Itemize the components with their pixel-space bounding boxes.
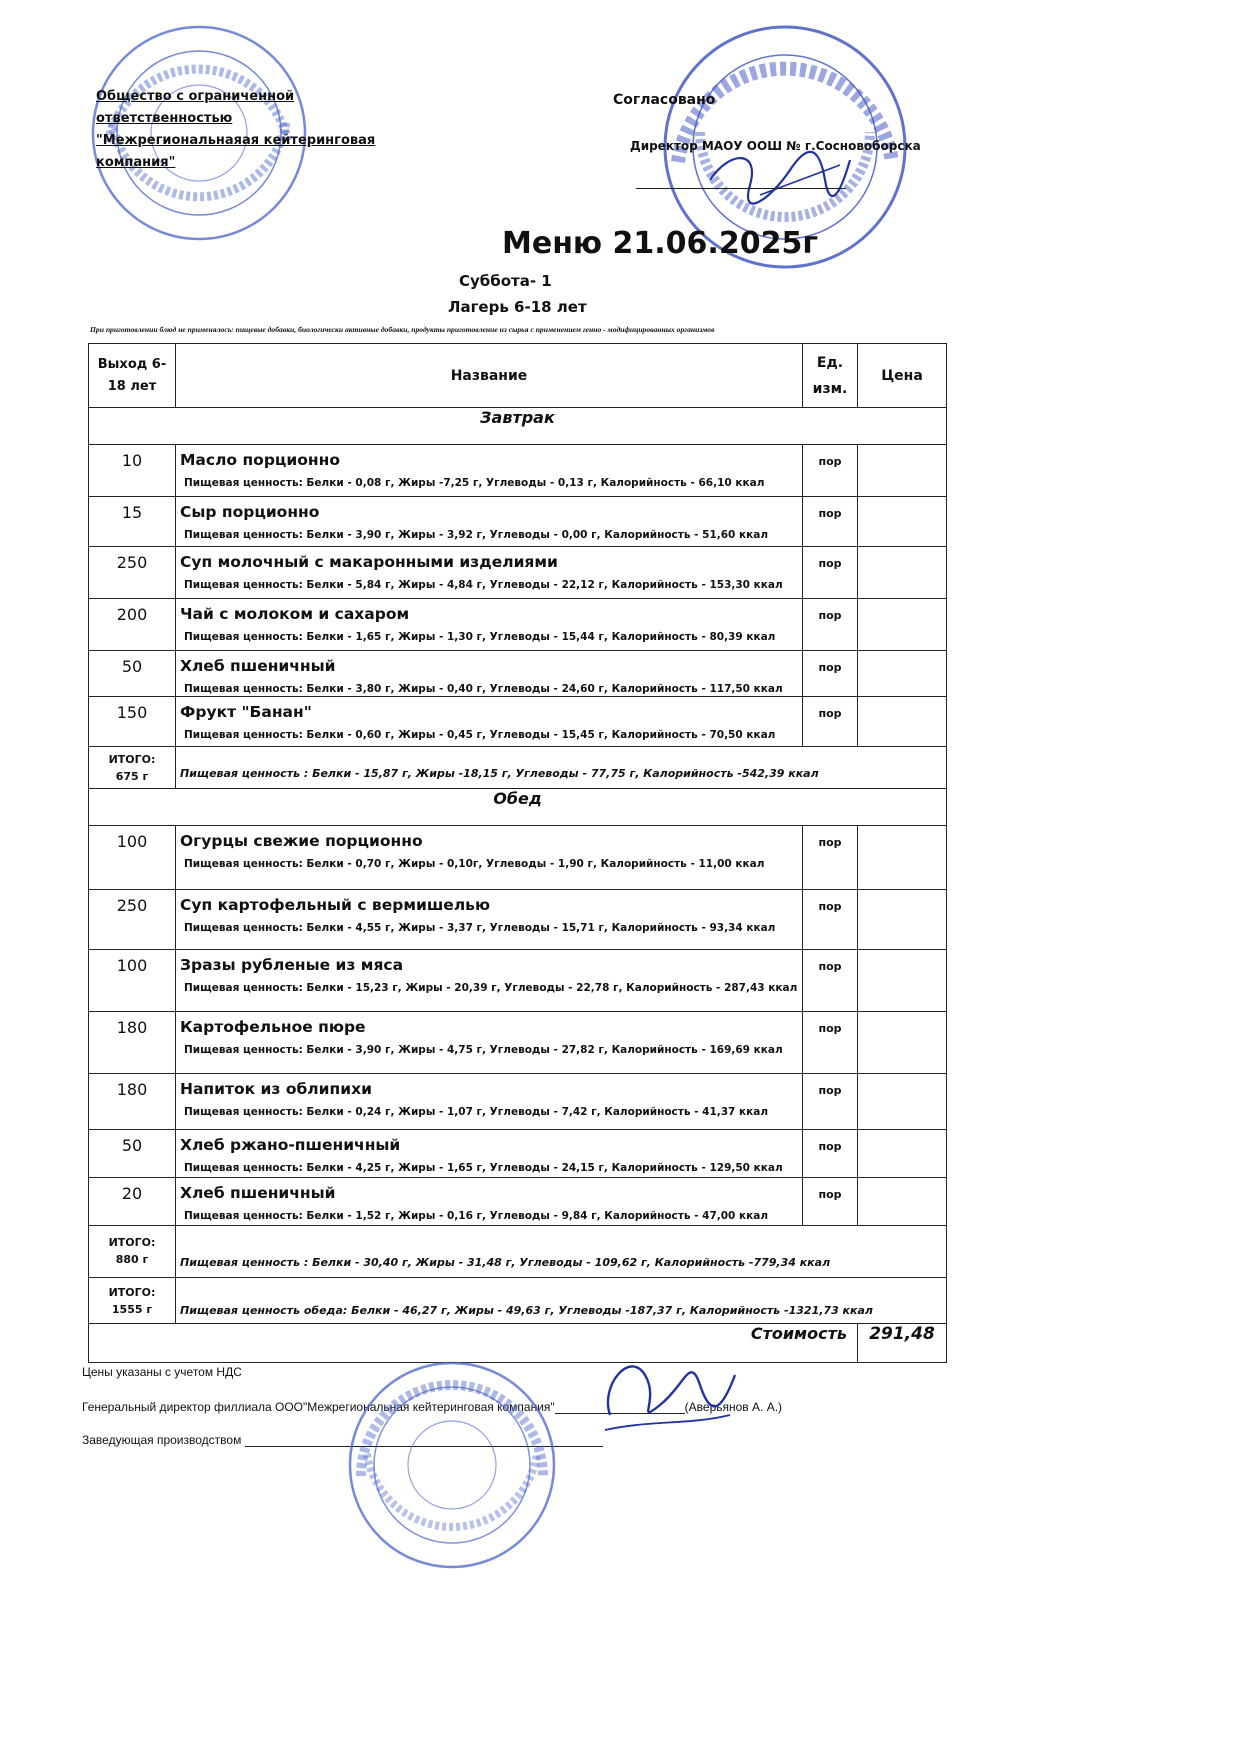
day-total-label — [89, 1278, 176, 1324]
camp-label: Лагерь 6-18 лет — [448, 298, 587, 316]
total-weight: 1555 г — [111, 1303, 153, 1316]
dish-nutrition: Пищевая ценность: Белки - 4,25 г, Жиры - 1,65 г, Углеводы - 24,15 г, Калорийность - 129,50 ккал — [184, 1162, 783, 1174]
cost-value: 291,48 — [858, 1324, 947, 1363]
dish-unit: пор — [803, 950, 858, 1012]
company-name: Общество с ограниченной ответственностью "Межрегиональнаяая кейтеринговая компания" — [96, 89, 376, 170]
dish-price — [858, 445, 947, 497]
dish-unit: пор — [803, 547, 858, 599]
column-name: Название — [176, 344, 803, 408]
column-output: Выход 6-18 лет — [89, 344, 176, 408]
total-label: ИТОГО: — [108, 1236, 156, 1249]
table-row — [89, 1012, 947, 1074]
dish-name: Масло порционно — [180, 451, 340, 469]
dish-name: Хлеб пшеничный — [180, 1184, 336, 1202]
dish-output: 180 — [89, 1074, 176, 1130]
dish-nutrition: Пищевая ценность: Белки - 1,65 г, Жиры - 1,30 г, Углеводы - 15,44 г, Калорийность - 80,39 ккал — [184, 631, 776, 643]
total-label: ИТОГО: — [108, 753, 156, 766]
dish-unit: пор — [803, 1074, 858, 1130]
dish-cell — [176, 1178, 803, 1226]
dish-name: Хлеб ржано-пшеничный — [180, 1136, 401, 1154]
total-weight: 880 г — [115, 1253, 149, 1266]
section-title: Обед — [89, 789, 947, 826]
dish-nutrition: Пищевая ценность: Белки - 3,90 г, Жиры - 3,92 г, Углеводы - 0,00 г, Калорийность - 51,60 ккал — [184, 529, 769, 541]
dish-cell — [176, 1130, 803, 1178]
dish-cell — [176, 1074, 803, 1130]
dish-output: 10 — [89, 445, 176, 497]
cost-label: Стоимость — [89, 1324, 858, 1363]
column-price: Цена — [858, 344, 947, 408]
approval-director: Директор МАОУ ООШ № г.Сосновоборска — [630, 139, 921, 153]
table-row — [89, 547, 947, 599]
dish-unit: пор — [803, 697, 858, 747]
dish-nutrition: Пищевая ценность: Белки - 4,55 г, Жиры - 3,37 г, Углеводы - 15,71 г, Калорийность - 93,34 ккал — [184, 922, 776, 934]
dish-cell — [176, 599, 803, 651]
dish-price — [858, 890, 947, 950]
gmo-note: При приготовлении блюд не применялось: пищевые добавки, биологически активные добавки, продукты приготовление из сырья с применением генно - модифицированных организмов — [90, 325, 715, 334]
breakfast-total-row — [89, 747, 947, 789]
column-unit: Ед. изм. — [803, 344, 858, 408]
lunch-total-nutrition: Пищевая ценность : Белки - 30,40 г, Жиры - 31,48 г, Углеводы - 109,62 г, Калорийность -779,34 ккал — [176, 1226, 947, 1278]
footer-stamp — [345, 1358, 560, 1573]
director-signature — [590, 1345, 740, 1440]
breakfast-total-nutrition: Пищевая ценность : Белки - 15,87 г, Жиры -18,15 г, Углеводы - 77,75 г, Калорийность -542,39 ккал — [176, 747, 947, 789]
vat-note: Цены указаны с учетом НДС — [82, 1365, 242, 1379]
breakfast-total-label — [89, 747, 176, 789]
dish-price — [858, 599, 947, 651]
dish-cell — [176, 950, 803, 1012]
section-title: Завтрак — [89, 408, 947, 445]
dish-unit: пор — [803, 1012, 858, 1074]
dish-cell — [176, 697, 803, 747]
dish-price — [858, 950, 947, 1012]
dish-price — [858, 697, 947, 747]
total-label: ИТОГО: — [108, 1286, 156, 1299]
table-row — [89, 826, 947, 890]
dish-output: 50 — [89, 651, 176, 697]
dish-price — [858, 651, 947, 697]
day-label: Суббота- 1 — [459, 272, 552, 290]
section-breakfast — [89, 408, 947, 445]
table-row — [89, 1130, 947, 1178]
table-header — [89, 344, 947, 408]
dish-nutrition: Пищевая ценность: Белки - 0,08 г, Жиры -7,25 г, Углеводы - 0,13 г, Калорийность - 66,10 ккал — [184, 477, 765, 489]
table-row — [89, 890, 947, 950]
dish-name: Фрукт "Банан" — [180, 703, 312, 721]
table-row — [89, 651, 947, 697]
dish-price — [858, 547, 947, 599]
lunch-total-row — [89, 1226, 947, 1278]
dish-nutrition: Пищевая ценность: Белки - 0,24 г, Жиры - 1,07 г, Углеводы - 7,42 г, Калорийность - 41,37 ккал — [184, 1106, 769, 1118]
table-row — [89, 697, 947, 747]
dish-name: Сыр порционно — [180, 503, 320, 521]
lunch-total-label — [89, 1226, 176, 1278]
dish-unit: пор — [803, 445, 858, 497]
table-row — [89, 445, 947, 497]
table-row — [89, 950, 947, 1012]
dish-name: Хлеб пшеничный — [180, 657, 336, 675]
dish-name: Картофельное пюре — [180, 1018, 366, 1036]
dish-nutrition: Пищевая ценность: Белки - 1,52 г, Жиры - 0,16 г, Углеводы - 9,84 г, Калорийность - 47,00 ккал — [184, 1210, 769, 1222]
dish-price — [858, 497, 947, 547]
dish-output: 100 — [89, 826, 176, 890]
total-weight: 675 г — [115, 770, 149, 783]
menu-table — [88, 343, 947, 1363]
dish-unit: пор — [803, 826, 858, 890]
dish-output: 20 — [89, 1178, 176, 1226]
dish-unit: пор — [803, 1130, 858, 1178]
dish-price — [858, 1012, 947, 1074]
day-total-nutrition: Пищевая ценность обеда: Белки - 46,27 г, Жиры - 49,63 г, Углеводы -187,37 г, Калорийность -1321,73 ккал — [176, 1278, 947, 1324]
dish-nutrition: Пищевая ценность: Белки - 0,70 г, Жиры - 0,10г, Углеводы - 1,90 г, Калорийность - 11,00 ккал — [184, 858, 765, 870]
table-row — [89, 1074, 947, 1130]
approval-title: Согласовано — [613, 92, 716, 108]
dish-nutrition: Пищевая ценность: Белки - 15,23 г, Жиры - 20,39 г, Углеводы - 22,78 г, Калорийность - 287,43 ккал — [184, 982, 798, 994]
section-lunch — [89, 789, 947, 826]
dish-nutrition: Пищевая ценность: Белки - 3,90 г, Жиры - 4,75 г, Углеводы - 27,82 г, Калорийность - 169,69 ккал — [184, 1044, 783, 1056]
signature-line — [636, 188, 846, 189]
dish-cell — [176, 1012, 803, 1074]
dish-unit: пор — [803, 651, 858, 697]
dish-cell — [176, 497, 803, 547]
dish-name: Огурцы свежие порционно — [180, 832, 423, 850]
dish-cell — [176, 547, 803, 599]
dish-price — [858, 1074, 947, 1130]
dish-output: 15 — [89, 497, 176, 547]
dish-unit: пор — [803, 599, 858, 651]
dish-name: Зразы рубленые из мяса — [180, 956, 404, 974]
dish-cell — [176, 890, 803, 950]
dish-name: Суп молочный с макаронными изделиями — [180, 553, 558, 571]
dish-name: Напиток из облипихи — [180, 1080, 372, 1098]
director-name: (Аверьянов А. А.) — [684, 1400, 783, 1414]
director-title: Генеральный директор филлиала ООО"Межрегиональная кейтеринговая компания" — [82, 1400, 555, 1414]
dish-price — [858, 826, 947, 890]
dish-price — [858, 1130, 947, 1178]
dish-name: Чай с молоком и сахаром — [180, 605, 410, 623]
production-title: Заведующая производством — [82, 1433, 242, 1447]
table-row — [89, 1178, 947, 1226]
dish-cell — [176, 445, 803, 497]
dish-cell — [176, 651, 803, 697]
dish-nutrition: Пищевая ценность: Белки - 5,84 г, Жиры - 4,84 г, Углеводы - 22,12 г, Калорийность - 153,30 ккал — [184, 579, 783, 591]
dish-output: 250 — [89, 890, 176, 950]
dish-name: Суп картофельный с вермишелью — [180, 896, 491, 914]
dish-nutrition: Пищевая ценность: Белки - 0,60 г, Жиры - 0,45 г, Углеводы - 15,45 г, Калорийность - 70,50 ккал — [184, 729, 776, 741]
dish-unit: пор — [803, 890, 858, 950]
table-row — [89, 599, 947, 651]
dish-unit: пор — [803, 497, 858, 547]
table-row — [89, 497, 947, 547]
page-title: Меню 21.06.2025г — [502, 226, 818, 261]
day-total-row — [89, 1278, 947, 1324]
dish-output: 100 — [89, 950, 176, 1012]
dish-output: 200 — [89, 599, 176, 651]
dish-cell — [176, 826, 803, 890]
dish-nutrition: Пищевая ценность: Белки - 3,80 г, Жиры - 0,40 г, Углеводы - 24,60 г, Калорийность - 117,50 ккал — [184, 683, 783, 695]
dish-output: 150 — [89, 697, 176, 747]
dish-price — [858, 1178, 947, 1226]
dish-unit: пор — [803, 1178, 858, 1226]
dish-output: 250 — [89, 547, 176, 599]
cost-row — [89, 1324, 947, 1363]
dish-output: 50 — [89, 1130, 176, 1178]
dish-output: 180 — [89, 1012, 176, 1074]
